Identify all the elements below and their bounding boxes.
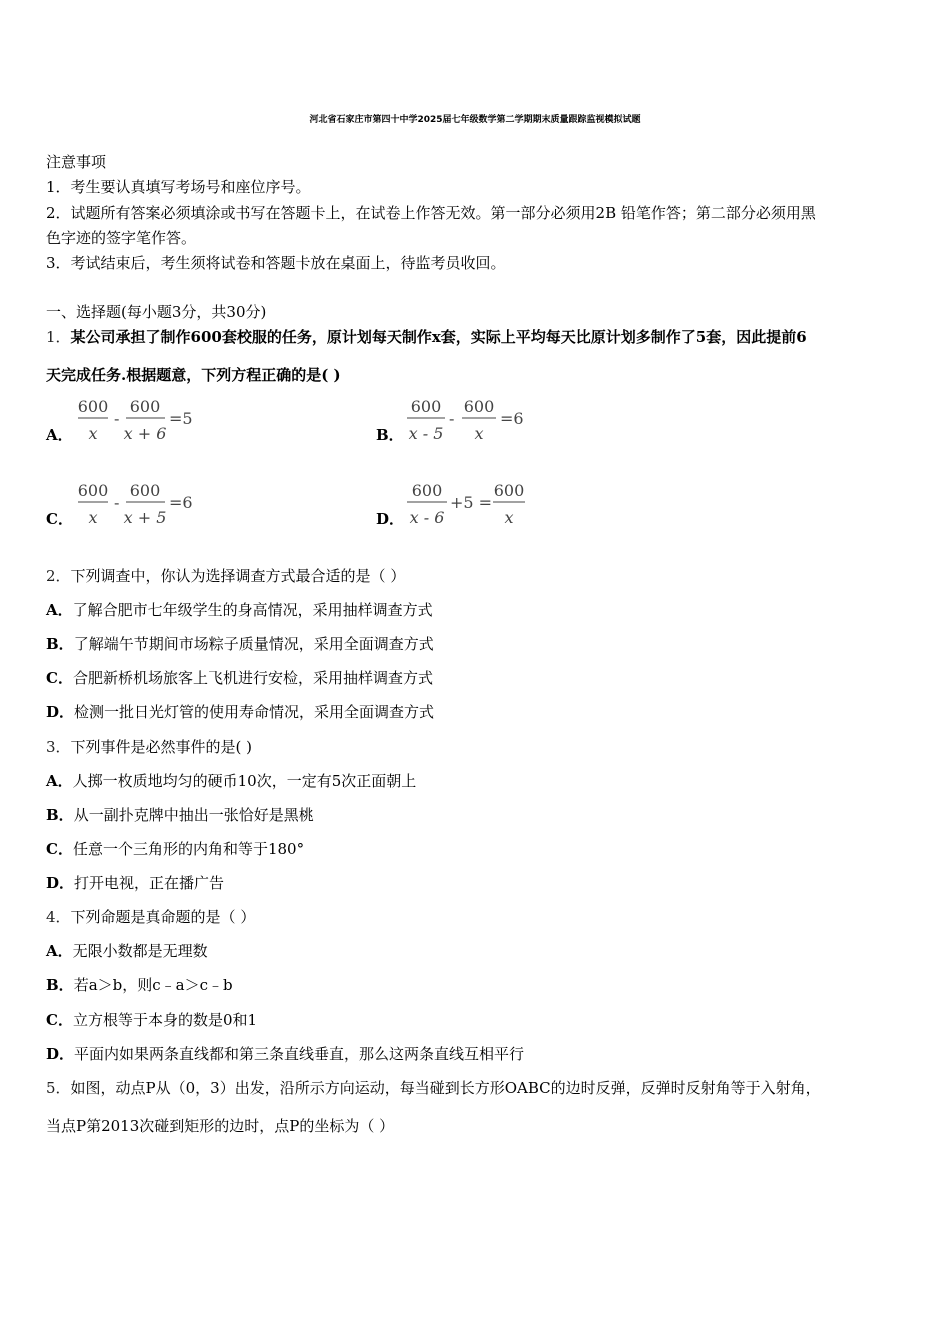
section-heading: 一、选择题(每小题3分，共30分): [46, 303, 267, 321]
option-text: 合肥新桥机场旅客上飞机进行安检，采用抽样调查方式: [72, 669, 433, 687]
denominator: x: [504, 508, 514, 527]
notice-item-2: 2．试题所有答案必须填涂或书写在答题卡上，在试卷上作答无效。第一部分必须用2B 铅笔作答；第二部分必须用黑: [46, 204, 816, 222]
option-label: B．: [46, 976, 74, 994]
numerator: 600: [77, 481, 109, 500]
question-4-option-d: [46, 1044, 524, 1064]
fraction-expression: [76, 396, 206, 448]
denominator: x - 6: [409, 508, 445, 527]
question-2-option-d: [46, 702, 434, 722]
operator: -: [449, 409, 455, 428]
question-4-option-a: [46, 941, 208, 961]
option-d-formula: [405, 480, 535, 536]
question-number: 5．: [46, 1079, 71, 1097]
question-1-line-2: 天完成任务.根据题意，下列方程正确的是( ): [46, 366, 341, 384]
question-2-option-a: [46, 600, 433, 620]
operator: -: [114, 409, 120, 428]
denominator: x - 5: [408, 424, 444, 443]
option-c-formula: [76, 480, 206, 536]
numerator: 600: [129, 397, 161, 416]
question-number: 3．: [46, 738, 71, 756]
option-d-label: D．: [376, 510, 405, 528]
option-label: C．: [46, 669, 73, 687]
option-text: 了解合肥市七年级学生的身高情况，采用抽样调查方式: [72, 601, 433, 619]
right-hand-side: =5: [169, 409, 193, 428]
notice-heading: 注意事项: [46, 153, 107, 171]
option-label: B．: [46, 635, 74, 653]
question-3-option-a: [46, 771, 416, 791]
option-label: C．: [46, 840, 73, 858]
question-5-stem-1: 如图，动点P从（0，3）出发，沿所示方向运动，每当碰到长方形OABC的边时反弹，反弹时反射角等于入射角，: [70, 1079, 821, 1097]
option-label: A．: [46, 942, 73, 960]
option-label: D．: [46, 1045, 75, 1063]
operator: +5 =: [450, 493, 493, 512]
question-number: 1．: [46, 328, 71, 346]
question-2-stem: [46, 566, 405, 586]
option-text: 人掷一枚质地均匀的硬币10次，一定有5次正面朝上: [72, 772, 417, 790]
option-text: 了解端午节期间市场粽子质量情况，采用全面调查方式: [73, 635, 434, 653]
numerator: 600: [463, 397, 495, 416]
option-text: 若a＞b，则c﹣a＞c﹣b: [73, 976, 233, 994]
question-5-line-1: [46, 1078, 821, 1098]
operator: -: [114, 493, 120, 512]
option-text: 无限小数都是无理数: [72, 942, 208, 960]
question-3-option-d: [46, 873, 224, 893]
option-text: 检测一批日光灯管的使用寿命情况，采用全面调查方式: [74, 703, 435, 721]
right-hand-side: =6: [169, 493, 193, 512]
numerator: 600: [493, 481, 525, 500]
option-b-formula: [405, 396, 535, 452]
question-4-option-c: [46, 1010, 257, 1030]
fraction-expression: [405, 396, 535, 448]
question-number: 4．: [46, 908, 71, 926]
option-text: 任意一个三角形的内角和等于180°: [72, 840, 305, 858]
option-text: 从一副扑克牌中抽出一张恰好是黑桃: [73, 806, 314, 824]
question-3-stem: [46, 737, 252, 757]
notice-item-1: 1．考生要认真填写考场号和座位序号。: [46, 178, 311, 196]
question-1-stem-1: 某公司承担了制作600套校服的任务，原计划每天制作x套，实际上平均每天比原计划多制作了5套，因此提前6: [70, 328, 807, 346]
option-label: B．: [46, 806, 74, 824]
option-a-label: A．: [46, 426, 73, 444]
denominator: x + 6: [123, 424, 167, 443]
question-2-option-b: [46, 634, 434, 654]
question-stem: 下列命题是真命题的是（ ）: [70, 908, 256, 926]
question-2-option-c: [46, 668, 433, 688]
fraction-expression: [405, 480, 535, 532]
denominator: x + 5: [123, 508, 167, 527]
fraction-expression: [76, 480, 206, 532]
option-b-label: B．: [376, 426, 404, 444]
option-text: 立方根等于本身的数是0和1: [72, 1011, 258, 1029]
option-text: 打开电视，正在播广告: [74, 874, 225, 892]
numerator: 600: [410, 397, 442, 416]
option-label: A．: [46, 601, 73, 619]
denominator: x: [88, 508, 98, 527]
option-label: C．: [46, 1011, 73, 1029]
question-4-stem: [46, 907, 255, 927]
option-a-formula: [76, 396, 206, 452]
option-label: A．: [46, 772, 73, 790]
numerator: 600: [411, 481, 443, 500]
denominator: x: [88, 424, 98, 443]
right-hand-side: =6: [500, 409, 524, 428]
option-label: D．: [46, 874, 75, 892]
option-label: D．: [46, 703, 75, 721]
denominator: x: [474, 424, 484, 443]
question-3-option-c: [46, 839, 304, 859]
question-4-option-b: [46, 975, 233, 995]
numerator: 600: [77, 397, 109, 416]
notice-item-3: 3．考试结束后，考生须将试卷和答题卡放在桌面上，待监考员收回。: [46, 254, 506, 272]
question-3-option-b: [46, 805, 314, 825]
question-number: 2．: [46, 567, 71, 585]
option-c-label: C．: [46, 510, 73, 528]
question-1-line-1: [46, 327, 807, 347]
question-stem: 下列事件是必然事件的是( ): [70, 738, 253, 756]
exam-title: 河北省石家庄市第四十中学2025届七年级数学第二学期期末质量跟踪监视模拟试题: [309, 115, 641, 125]
notice-item-2-cont: 色字迹的签字笔作答。: [46, 229, 197, 247]
numerator: 600: [129, 481, 161, 500]
question-stem: 下列调查中，你认为选择调查方式最合适的是（ ）: [70, 567, 406, 585]
question-5-line-2: 当点P第2013次碰到矩形的边时，点P的坐标为（ ）: [46, 1117, 395, 1135]
option-text: 平面内如果两条直线都和第三条直线垂直，那么这两条直线互相平行: [74, 1045, 525, 1063]
